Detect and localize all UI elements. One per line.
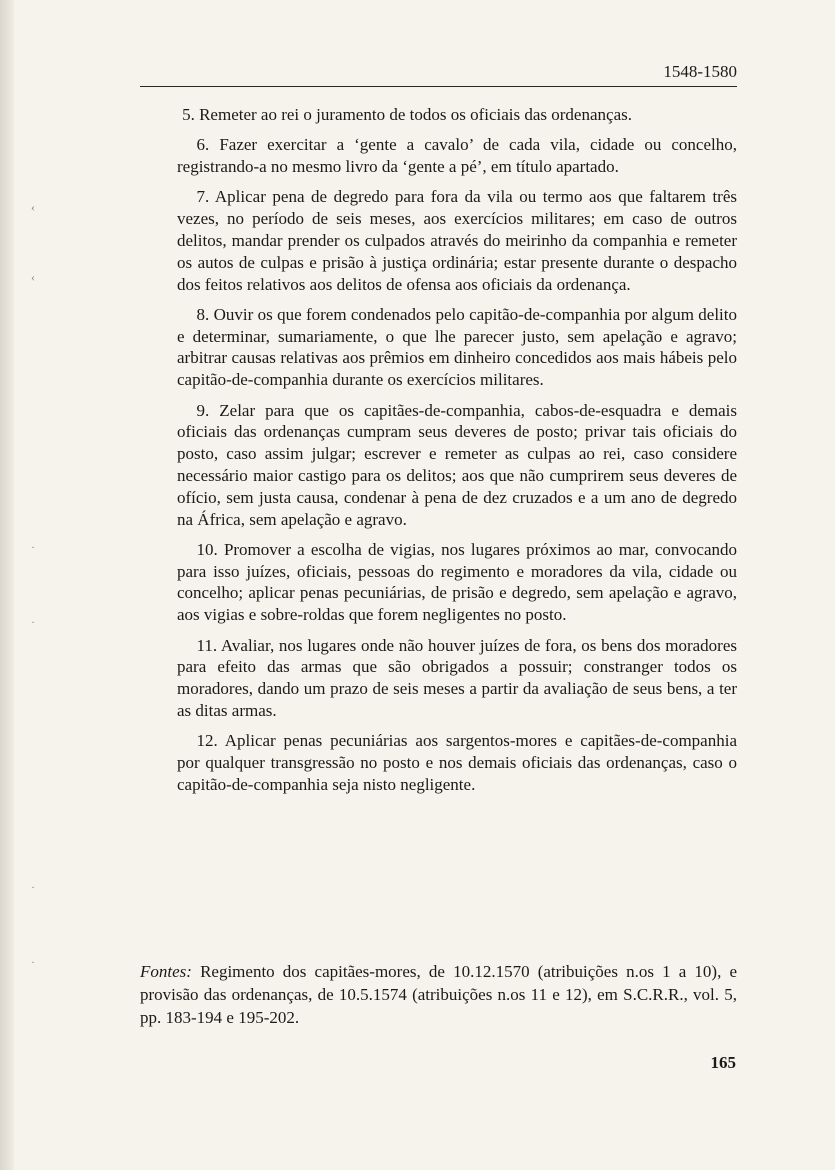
list-item: 11. Avaliar, nos lugares onde não houver juízes de fora, os bens dos moradores para efeito das armas que são obrigados a possuir; constranger todos os moradores, dando um prazo de seis meses a partir da avaliação de seus bens, a ter as ditas armas. xyxy=(177,635,737,720)
list-item: 5. Remeter ao rei o juramento de todos os oficiais das ordenanças. xyxy=(182,105,632,124)
page-header xyxy=(140,62,737,87)
margin-mark: · xyxy=(31,880,35,894)
sources-note xyxy=(140,960,737,1029)
page-range: 1548-1580 xyxy=(663,62,737,81)
list-item: 9. Zelar para que os capitães-de-companhia, cabos-de-esquadra e demais oficiais das ordenanças cumpram seus deveres de posto; privar tais oficiais do posto, caso assim julgar; escrever e remeter as culpas ao rei, caso considere necessário maior castigo para os delitos; aos que não cumprirem seus deveres de ofício, sem justa causa, condenar à pena de dez cruzados e a um ano de degredo na África, sem apelação e agravo. xyxy=(177,400,737,529)
attributions-list xyxy=(177,104,737,804)
list-item: 7. Aplicar pena de degredo para fora da vila ou termo aos que faltarem três vezes, no período de seis meses, aos exercícios militares; em caso de outros delitos, mandar prender os culpados através do meirinho da companhia e remeter os autos de culpas e prisão à justiça ordinária; estar presente durante o despacho dos feitos relativos aos delitos de ofensa aos oficiais da ordenança. xyxy=(177,187,737,294)
margin-mark: · xyxy=(31,955,35,969)
margin-mark: · xyxy=(31,540,35,554)
sources-text: Regimento dos capitães-mores, de 10.12.1570 (atribuições n.os 1 a 10), e provisão das ordenanças, de 10.5.1574 (atribuições n.os 11 e 12), em S.C.R.R., vol. 5, pp. 183-194 e 195-202. xyxy=(140,962,737,1027)
list-item: 12. Aplicar penas pecuniárias aos sargentos-mores e capitães-de-companhia por qualquer transgressão no posto e nos demais oficiais das ordenanças, caso o capitão-de-companhia seja nisto negligente. xyxy=(177,731,737,794)
page-number: 165 xyxy=(710,1053,736,1072)
margin-mark: · xyxy=(31,615,35,629)
margin-mark: ‹ xyxy=(31,270,35,284)
sources-label: Fontes: xyxy=(140,962,192,981)
margin-mark: ‹ xyxy=(31,200,35,214)
list-item: 10. Promover a escolha de vigias, nos lugares próximos ao mar, convocando para isso juízes, oficiais, pessoas do regimento e moradores da vila, cidade ou concelho; aplicar penas pecuniárias, de prisão e degredo, sem apelação e agravo, aos vigias e sobre-roldas que forem negligentes no posto. xyxy=(177,539,737,625)
list-item: 6. Fazer exercitar a ‘gente a cavalo’ de cada vila, cidade ou concelho, registrando-a no mesmo livro da ‘gente a pé’, em título apartado. xyxy=(177,135,737,177)
page-edge-shadow xyxy=(0,0,14,1170)
list-item: 8. Ouvir os que forem condenados pelo capitão-de-companhia por algum delito e determinar, sumariamente, o que lhe parecer justo, sem apelação e agravo; arbitrar causas relativas aos prêmios em dinheiro concedidos aos mais hábeis pelo capitão-de-companhia durante os exercícios militares. xyxy=(177,304,737,390)
